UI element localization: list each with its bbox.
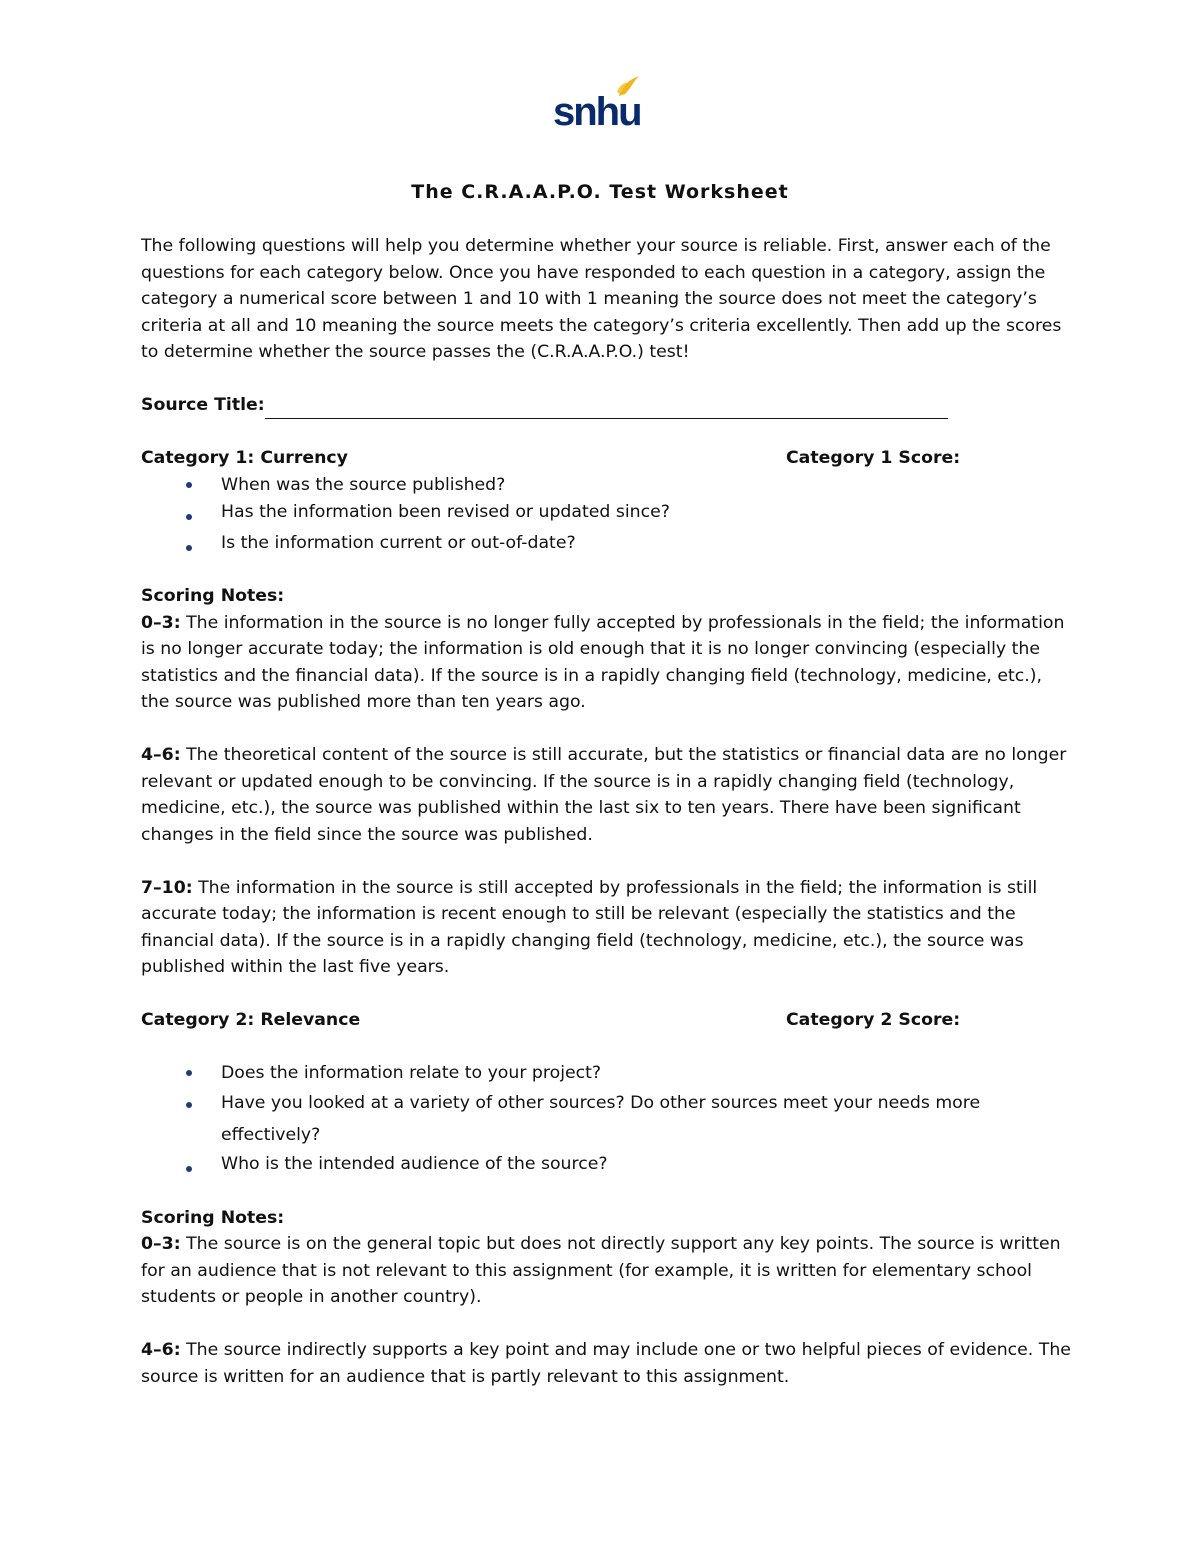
list-item: Does the information relate to your project? [141, 1060, 1071, 1087]
bullet-icon [186, 1070, 192, 1076]
source-title-field[interactable] [265, 398, 948, 419]
category-2-questions [141, 1060, 1071, 1178]
source-title-row [141, 392, 1071, 419]
bullet-icon [186, 514, 192, 520]
category-1-questions [141, 472, 1071, 557]
list-item: When was the source published? [141, 472, 1071, 499]
bullet-icon [186, 1102, 192, 1108]
category-1-score-label: Category 1 Score: [786, 448, 961, 468]
list-item: Have you looked at a variety of other sources? Do other sources meet your needs more effectively? [141, 1087, 1071, 1151]
category-2-scoring-heading: Scoring Notes: [141, 1207, 285, 1228]
list-item: Who is the intended audience of the source? [141, 1151, 1071, 1178]
page-title: The C.R.A.A.P.O. Test Worksheet [411, 181, 789, 203]
category-1-scoring-heading: Scoring Notes: [141, 586, 285, 606]
category-2-score-label: Category 2 Score: [786, 1010, 961, 1030]
list-item: Is the information current or out-of-date? [141, 530, 1071, 557]
bullet-icon [186, 545, 192, 551]
category-1-note-2: 4–6: The theoretical content of the source is still accurate, but the statistics or financial data are no longer relevant or updated enough to be convincing. If the source is in a rapidly changing field (technology, medicine, etc.), the source was published within the last six to ten years. There have been significant changes in the field since the source was published. [141, 745, 1067, 845]
category-2-heading: Category 2: Relevance [141, 1010, 361, 1030]
snhu-logo [553, 72, 643, 134]
category-2-note-1: 0–3: The source is on the general topic but does not directly support any key points. The source is written for an audience that is not relevant to this assignment (for example, it is written for elementary school students or people in another country). [141, 1234, 1061, 1307]
bullet-icon [186, 1166, 192, 1172]
source-title-label: Source Title: [141, 395, 265, 415]
category-2-note-2: 4–6: The source indirectly supports a key point and may include one or two helpful pieces of evidence. The source is written for an audience that is partly relevant to this assignment. [141, 1340, 1071, 1387]
worksheet-body [141, 233, 1071, 1390]
intro-paragraph: The following questions will help you determine whether your source is reliable. First, answer each of the questions for each category below. Once you have responded to each question in a category, assign the category a numerical score between 1 and 10 with 1 meaning the source does not meet the category’s criteria at all and 10 meaning the source meets the category’s criteria excellently. Then add up the scores to determine whether the source passes the (C.R.A.A.P.O.) test! [141, 236, 1062, 362]
bullet-icon [186, 482, 192, 488]
category-1-heading: Category 1: Currency [141, 448, 348, 468]
category-2-header [141, 1007, 1071, 1034]
category-1-header [141, 445, 1071, 472]
category-1-note-1: 0–3: The information in the source is no longer fully accepted by professionals in the field; the information is no longer accurate today; the information is old enough that it is no longer convincing (especially the statistics and the financial data). If the source is in a rapidly changing field (technology, medicine, etc.), the source was published more than ten years ago. [141, 612, 1065, 712]
list-item: Has the information been revised or updated since? [141, 499, 1071, 526]
logo-text: snhu [553, 90, 641, 134]
category-1-note-3: 7–10: The information in the source is still accepted by professionals in the field; the information is still accurate today; the information is recent enough to still be relevant (especially the statistics and the financial data). If the source is in a rapidly changing field (technology, medicine, etc.), the source was published within the last five years. [141, 877, 1038, 977]
